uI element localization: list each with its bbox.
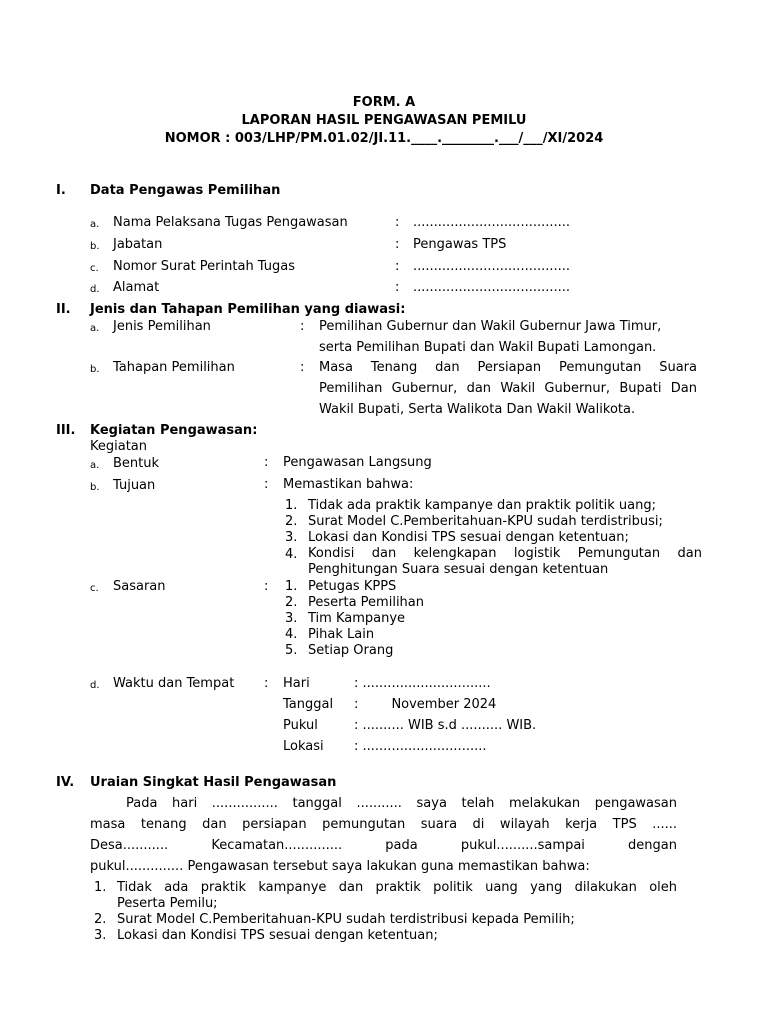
- section-number: III.: [56, 423, 76, 438]
- paragraph-line: Desa........... Kecamatan.............. pada pukul..........sampai dengan: [90, 838, 677, 853]
- list-number: 5.: [285, 643, 298, 658]
- list-item: Penghitungan Suara sesuai dengan ketentuan: [308, 562, 609, 577]
- item-letter: a.: [90, 460, 100, 471]
- section-title: Uraian Singkat Hasil Pengawasan: [90, 775, 337, 790]
- list-item: Petugas KPPS: [308, 579, 397, 594]
- list-item: Surat Model C.Pemberitahuan-KPU sudah terdistribusi kepada Pemilih;: [117, 912, 575, 927]
- item-letter: c.: [90, 263, 99, 274]
- field-colon: :: [264, 455, 269, 470]
- list-item: Setiap Orang: [308, 643, 394, 658]
- field-label: Alamat: [113, 280, 160, 295]
- field-colon: :: [395, 237, 400, 252]
- field-colon: :: [264, 477, 269, 492]
- list-item: Tim Kampanye: [308, 611, 406, 626]
- field-value: Pemilihan Gubernur dan Wakil Gubernur Jawa Timur,: [319, 319, 662, 334]
- document-title: LAPORAN HASIL PENGAWASAN PEMILU: [241, 113, 527, 128]
- item-letter: a.: [90, 219, 100, 230]
- paragraph-line: masa tenang dan persiapan pemungutan suara di wilayah kerja TPS ......: [90, 817, 677, 832]
- list-item: Peserta Pemilu;: [117, 896, 218, 911]
- list-item: Kondisi dan kelengkapan logistik Pemungutan dan: [308, 546, 702, 561]
- waktu-label-tanggal: Tanggal: [283, 697, 334, 712]
- field-value: ......................................: [413, 259, 571, 274]
- list-item: Pihak Lain: [308, 627, 375, 642]
- field-label: Nomor Surat Perintah Tugas: [113, 259, 296, 274]
- field-value: Pengawasan Langsung: [283, 455, 432, 470]
- waktu-label-hari: Hari: [283, 676, 310, 691]
- list-item: Surat Model C.Pemberitahuan-KPU sudah terdistribusi;: [308, 514, 663, 529]
- section-number: I.: [56, 183, 66, 198]
- list-number: 2.: [285, 595, 298, 610]
- waktu-label-lokasi: Lokasi: [283, 739, 324, 754]
- list-number: 1.: [285, 498, 298, 513]
- waktu-value-lokasi: : ..............................: [354, 739, 487, 754]
- section-title: Kegiatan Pengawasan:: [90, 423, 258, 438]
- item-letter: b.: [90, 241, 100, 252]
- field-colon: :: [264, 676, 269, 691]
- section-title: Data Pengawas Pemilihan: [90, 183, 281, 198]
- field-label: Jenis Pemilihan: [113, 319, 211, 334]
- field-label: Bentuk: [113, 456, 160, 471]
- section-subtitle: Kegiatan: [90, 439, 148, 454]
- field-label: Tujuan: [113, 478, 156, 493]
- item-letter: a.: [90, 323, 100, 334]
- list-number: 4.: [285, 547, 298, 562]
- section-title: Jenis dan Tahapan Pemilihan yang diawasi:: [90, 302, 406, 317]
- list-number: 2.: [94, 912, 107, 927]
- list-number: 3.: [285, 530, 298, 545]
- field-colon: :: [395, 215, 400, 230]
- item-letter: b.: [90, 482, 100, 493]
- field-value: serta Pemilihan Bupati dan Wakil Bupati Lamongan.: [319, 340, 657, 355]
- waktu-value-pukul: : .......... WIB s.d .......... WIB.: [354, 718, 537, 733]
- field-label: Nama Pelaksana Tugas Pengawasan: [113, 215, 348, 230]
- field-value: ......................................: [413, 215, 571, 230]
- form-label: FORM. A: [352, 95, 416, 110]
- field-value: Memastikan bahwa:: [283, 477, 414, 492]
- field-colon: :: [395, 259, 400, 274]
- list-number: 3.: [285, 611, 298, 626]
- field-label: Jabatan: [113, 237, 163, 252]
- waktu-value-hari: : ...............................: [354, 676, 491, 691]
- list-item: Peserta Pemilihan: [308, 595, 425, 610]
- field-value: Pemilihan Gubernur, dan Wakil Gubernur, Bupati Dan: [319, 381, 697, 396]
- list-item: Tidak ada praktik kampanye dan praktik politik uang yang dilakukan oleh: [117, 880, 677, 895]
- field-colon: :: [300, 319, 305, 334]
- field-value: Masa Tenang dan Persiapan Pemungutan Suara: [319, 360, 697, 375]
- item-letter: d.: [90, 680, 100, 691]
- field-label: Tahapan Pemilihan: [113, 360, 235, 375]
- document-number: NOMOR : 003/LHP/PM.01.02/JI.11.____.________.___/___/XI/2024: [164, 131, 604, 146]
- paragraph-line: Pada hari ................ tanggal ........... saya telah melakukan pengawasan: [126, 796, 677, 811]
- field-colon: :: [395, 280, 400, 295]
- item-letter: c.: [90, 583, 99, 594]
- item-letter: d.: [90, 284, 100, 295]
- list-number: 3.: [94, 928, 107, 943]
- paragraph-line: pukul.............. Pengawasan tersebut saya lakukan guna memastikan bahwa:: [90, 859, 590, 874]
- section-number: II.: [56, 302, 71, 317]
- waktu-value-tanggal: : November 2024: [354, 697, 497, 712]
- field-value: Pengawas TPS: [413, 237, 507, 252]
- list-item: Tidak ada praktik kampanye dan praktik politik uang;: [308, 498, 656, 513]
- section-number: IV.: [56, 775, 75, 790]
- list-number: 4.: [285, 627, 298, 642]
- field-label: Waktu dan Tempat: [113, 676, 235, 691]
- field-label: Sasaran: [113, 579, 166, 594]
- list-number: 2.: [285, 514, 298, 529]
- list-number: 1.: [285, 579, 298, 594]
- field-value: Wakil Bupati, Serta Walikota Dan Wakil Walikota.: [319, 402, 636, 417]
- list-item: Lokasi dan Kondisi TPS sesuai dengan ketentuan;: [117, 928, 438, 943]
- field-colon: :: [300, 360, 305, 375]
- field-value: ......................................: [413, 280, 571, 295]
- waktu-label-pukul: Pukul: [283, 718, 318, 733]
- list-item: Lokasi dan Kondisi TPS sesuai dengan ketentuan;: [308, 530, 629, 545]
- item-letter: b.: [90, 364, 100, 375]
- field-colon: :: [264, 579, 269, 594]
- list-number: 1.: [94, 880, 107, 895]
